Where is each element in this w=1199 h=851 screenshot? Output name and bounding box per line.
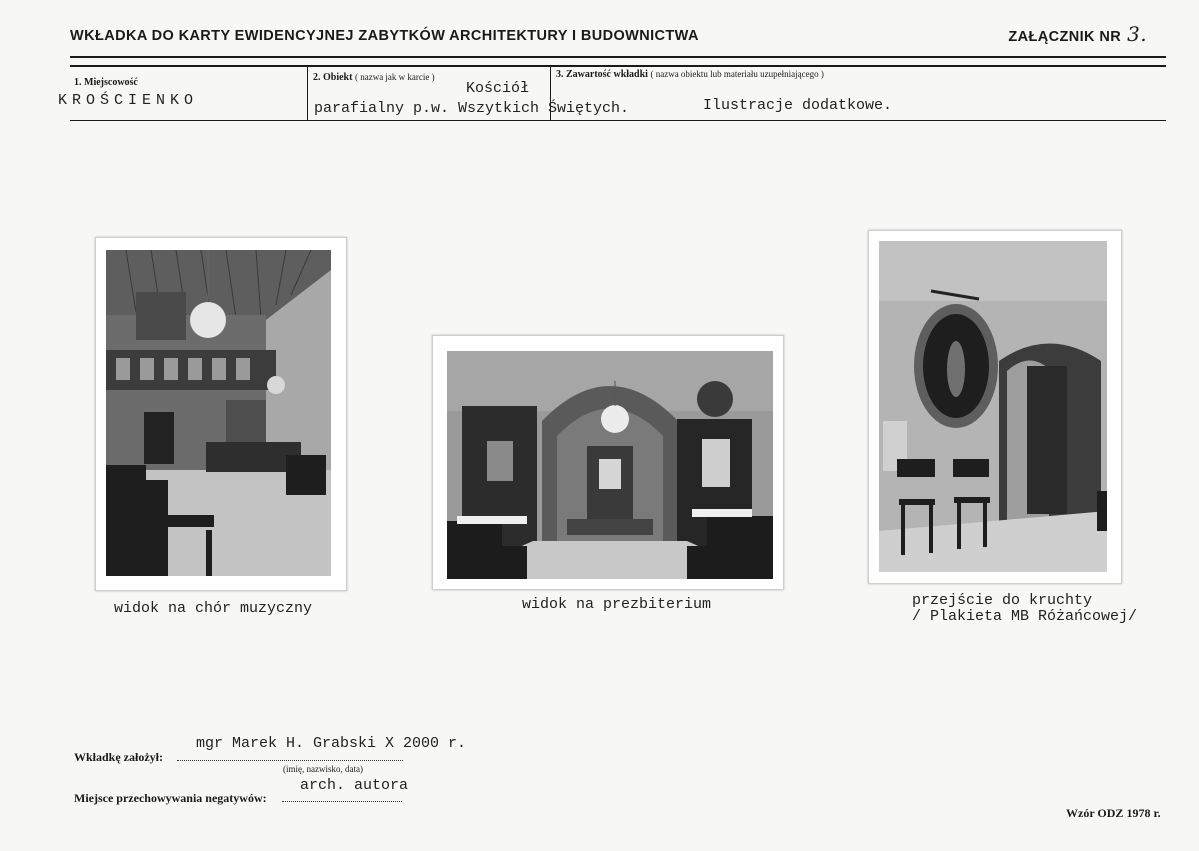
- negatives-value: arch. autora: [300, 777, 409, 794]
- top-rule: [70, 56, 1166, 58]
- locality-value: KROŚCIENKO: [58, 92, 199, 109]
- negatives-line: [282, 801, 402, 802]
- field-divider-1: [307, 66, 308, 121]
- photo-presbytery: [432, 335, 784, 590]
- photo-porch: [868, 230, 1122, 584]
- photo-choir: [95, 237, 347, 591]
- content-label: [556, 69, 824, 80]
- locality-label: 1. Miejscowość: [74, 77, 138, 88]
- object-label-text: 2. Obiekt: [313, 72, 353, 83]
- field-bottom-rule: [70, 120, 1166, 121]
- annex-label: ZAŁĄCZNIK NR: [1008, 29, 1122, 45]
- object-sublabel: ( nazwa jak w karcie ): [354, 72, 435, 82]
- founder-line: [177, 760, 403, 761]
- caption-presbytery: widok na prezbiterium: [522, 596, 712, 613]
- negatives-label: Miejsce przechowywania negatywów:: [74, 791, 267, 805]
- church-porch-passage-photo: [879, 241, 1107, 572]
- field-top-rule: [70, 65, 1166, 67]
- caption-choir: widok na chór muzyczny: [114, 600, 313, 617]
- founder-value: mgr Marek H. Grabski X 2000 r.: [196, 735, 467, 752]
- caption-porch-line2: / Plakieta MB Różańcowej/: [912, 608, 1138, 625]
- founder-hint: (imię, nazwisko, data): [283, 764, 363, 774]
- church-interior-choir-photo: [106, 250, 331, 576]
- annex-number: [1008, 22, 1147, 46]
- church-interior-presbytery-photo: [447, 351, 773, 579]
- founder-label: Wkładkę założył:: [74, 750, 163, 764]
- content-value: Ilustracje dodatkowe.: [703, 97, 893, 114]
- object-value-line2: parafialny p.w. Wszytkich Świętych.: [314, 100, 630, 117]
- caption-porch-line1: przejście do kruchty: [912, 592, 1093, 609]
- annex-value: 3.: [1127, 22, 1147, 46]
- form-template-label: Wzór ODZ 1978 r.: [1066, 806, 1161, 820]
- object-label: [313, 72, 435, 83]
- form-title: WKŁADKA DO KARTY EWIDENCYJNEJ ZABYTKÓW ARCHITEKTURY I BUDOWNICTWA: [70, 28, 699, 44]
- content-sublabel: ( nazwa obiektu lub materiału uzupełniającego ): [650, 69, 824, 79]
- content-label-text: 3. Zawartość wkładki: [556, 69, 648, 80]
- object-value-line1: Kościół: [466, 80, 530, 97]
